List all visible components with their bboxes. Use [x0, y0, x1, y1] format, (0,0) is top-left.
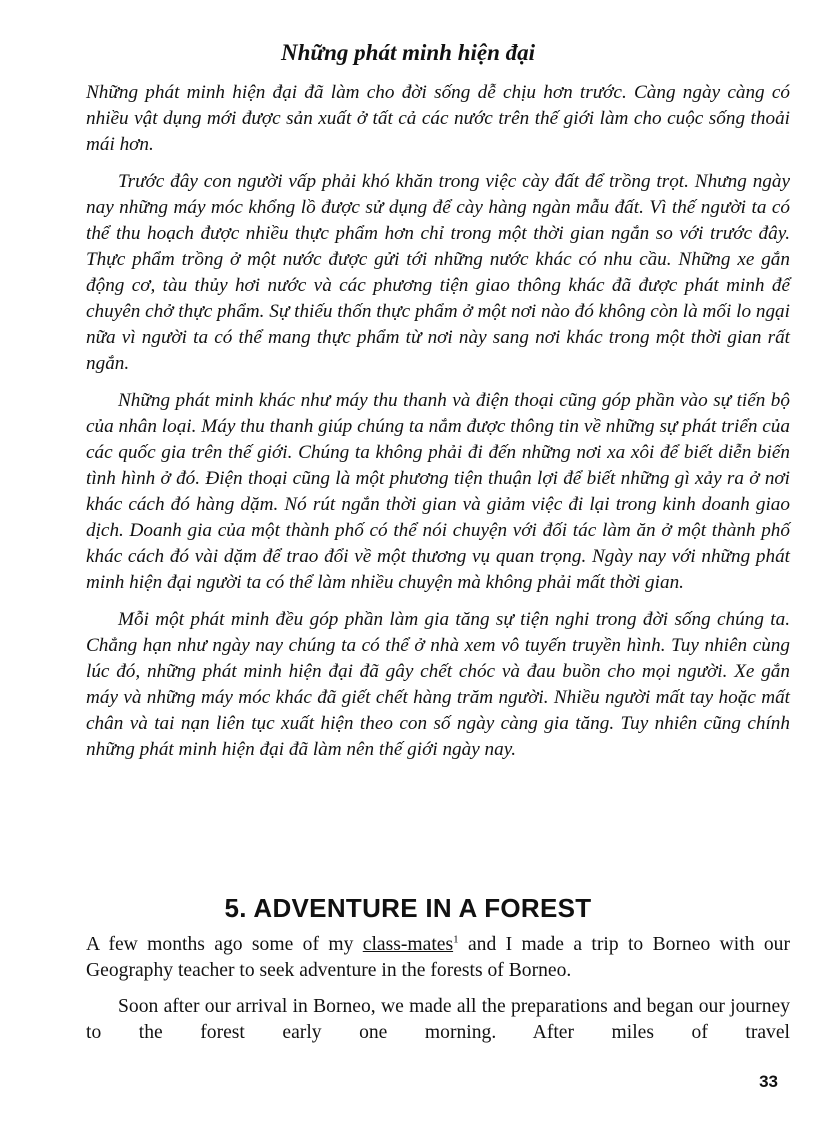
- english-body: [86, 932, 790, 1056]
- vietnamese-paragraph-3: Những phát minh khác như máy thu thanh và điện thoại cũng góp phần vào sự tiến bộ của nhân loại. Máy thu thanh giúp chúng ta nắm được thông tin về những sự phát triển của các quốc gia trên thế giới. Chúng ta không phải đi đến những nơi xa xôi để biết diễn biến tình hình ở đó. Điện thoại cũng là một phương tiện thuận lợi để biết những gì xảy ra ở nơi khác cách đó hàng dặm. Nó rút ngắn thời gian và giảm việc đi lại trong kinh doanh giao dịch. Doanh gia của một thành phố có thể nói chuyện với đối tác làm ăn ở một thành phố khác cách đó vài dặm để trao đổi về một thương vụ quan trọng. Ngày nay với những phát minh hiện đại người ta có thể làm nhiều chuyện mà không phải mất thời gian.: [86, 390, 790, 593]
- english-paragraph-2: Soon after our arrival in Borneo, we made all the preparations and began our journey to the forest early one morning. After miles of travel: [86, 996, 790, 1043]
- english-heading: 5. ADVENTURE IN A FOREST: [224, 893, 592, 923]
- vietnamese-body: [86, 80, 790, 774]
- english-paragraph-1-start: A few months ago some of my: [86, 934, 363, 955]
- english-paragraph-1-end: and I made a trip to Borneo with our Geography teacher to seek adventure in the forests of Borneo.: [86, 934, 790, 981]
- vietnamese-paragraph-4: Mỗi một phát minh đều góp phần làm gia tăng sự tiện nghi trong đời sống chúng ta. Chẳng hạn như ngày nay chúng ta có thể ở nhà xem vô tuyến truyền hình. Tuy nhiên cùng lúc đó, những phát minh hiện đại đã gây chết chóc và đau buồn cho mọi người. Xe gắn máy và những máy móc khác đã giết chết hàng trăm người. Nhiều người mất tay hoặc mất chân và tai nạn liên tục xuất hiện theo con số ngày càng gia tăng. Tuy nhiên cũng chính những phát minh hiện đại đã làm nên thế giới ngày nay.: [86, 609, 790, 760]
- vietnamese-paragraph-2: Trước đây con người vấp phải khó khăn trong việc cày đất để trồng trọt. Nhưng ngày nay những máy móc khổng lồ được sử dụng để cày hàng ngàn mẫu đất. Vì thế người ta có thể thu hoạch được nhiều thực phẩm hơn chỉ trong một thời gian ngắn so với trước đây. Thực phẩm trồng ở một nước được gửi tới những nước khác có nhu cầu. Những xe gắn động cơ, tàu thủy hơi nước và các phương tiện giao thông khác đã được phát minh để chuyên chở thực phẩm. Sự thiếu thốn thực phẩm ở một nơi nào đó không còn là mối lo ngại nữa vì người ta có thể mang thực phẩm từ nơi này sang nơi khác trong một thời gian rất ngắn.: [86, 171, 790, 374]
- page-number: 33: [759, 1072, 778, 1091]
- glossary-term-class-mates: class-mates: [362, 934, 454, 955]
- vietnamese-paragraph-1: Những phát minh hiện đại đã làm cho đời sống dễ chịu hơn trước. Càng ngày càng có nhiều vật dụng mới được sản xuất ở tất cả các nước trên thế giới làm cho cuộc sống thoải mái hơn.: [86, 82, 790, 155]
- footnote-marker: 1: [453, 933, 459, 946]
- vietnamese-title: Những phát minh hiện đại: [280, 40, 536, 65]
- english-paragraph-1: [86, 932, 790, 984]
